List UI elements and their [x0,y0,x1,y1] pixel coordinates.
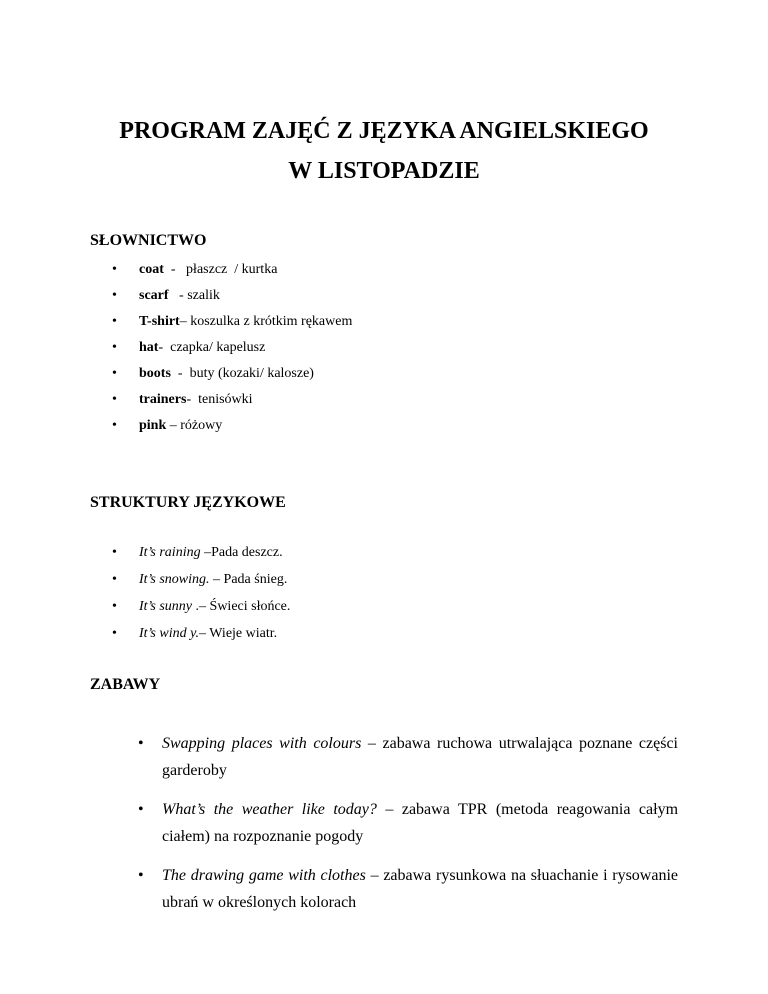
structure-item [112,544,283,562]
bullet-icon: • [112,418,117,433]
structure-item [112,598,290,616]
vocab-item [112,261,277,279]
bullet-icon: • [112,572,117,587]
bullet-icon: • [112,314,117,329]
structure-translation: –Pada deszcz. [200,545,283,560]
games-heading: ZABAWY [90,676,161,693]
vocab-term: boots [139,366,171,381]
vocab-item [112,365,314,383]
game-description: – zabawa rysunkowa na słuachanie i rysowanie ubrań w określonych kolorach [162,867,679,911]
vocab-translation: - tenisówki [186,392,253,407]
vocabulary-heading: SŁOWNICTWO [90,232,207,249]
vocab-item [112,287,220,305]
game-name: The drawing game with clothes [162,867,366,884]
vocab-term: T-shirt [139,314,180,329]
structure-translation: .– Świeci słońce. [192,599,291,614]
vocab-term: pink [139,418,167,433]
game-description: – zabawa TPR (metoda reagowania całym ciałem) na rozpoznanie pogody [162,801,679,845]
vocab-translation: – różowy [166,418,223,433]
vocab-translation: - buty (kozaki/ kalosze) [170,366,314,381]
bullet-icon: • [112,340,117,355]
bullet-icon: • [112,599,117,614]
vocab-term: hat [139,340,159,355]
structure-phrase: It’s snowing. [139,572,210,587]
bullet-icon: • [112,366,117,381]
game-item [140,796,678,850]
game-name: Swapping places with colours [162,735,362,752]
vocab-translation: - czapka/ kapelusz [158,340,266,355]
vocab-term: coat [139,262,164,277]
structure-translation: – Wieje wiatr. [199,626,278,641]
structure-item [112,571,287,589]
game-name: What’s the weather like today? [162,801,377,818]
structure-phrase: It’s raining [139,545,201,560]
vocab-item [112,339,265,357]
bullet-icon: • [138,867,144,884]
structures-heading: STRUKTURY JĘZYKOWE [90,494,286,511]
bullet-icon: • [138,801,144,818]
vocab-term: scarf [139,288,169,303]
bullet-icon: • [112,392,117,407]
structure-item [112,625,277,643]
game-description: – zabawa ruchowa utrwalająca poznane części garderoby [162,735,679,779]
page-subtitle: W LISTOPADZIE [288,158,480,184]
vocab-item [112,313,352,331]
bullet-icon: • [112,626,117,641]
bullet-icon: • [112,545,117,560]
bullet-icon: • [138,735,144,752]
structure-phrase: It’s wind y. [139,626,200,641]
game-item [140,730,678,784]
bullet-icon: • [112,288,117,303]
bullet-icon: • [112,262,117,277]
vocab-item [112,391,253,409]
vocab-translation: - szalik [168,288,220,303]
structure-phrase: It’s sunny [139,599,193,614]
vocab-translation: - płaszcz / kurtka [163,262,278,277]
page-title: PROGRAM ZAJĘĆ Z JĘZYKA ANGIELSKIEGO [119,118,649,144]
game-item [140,862,678,916]
vocab-item [112,417,222,435]
structure-translation: – Pada śnieg. [209,572,288,587]
vocab-translation: – koszulka z krótkim rękawem [179,314,353,329]
vocab-term: trainers [139,392,187,407]
